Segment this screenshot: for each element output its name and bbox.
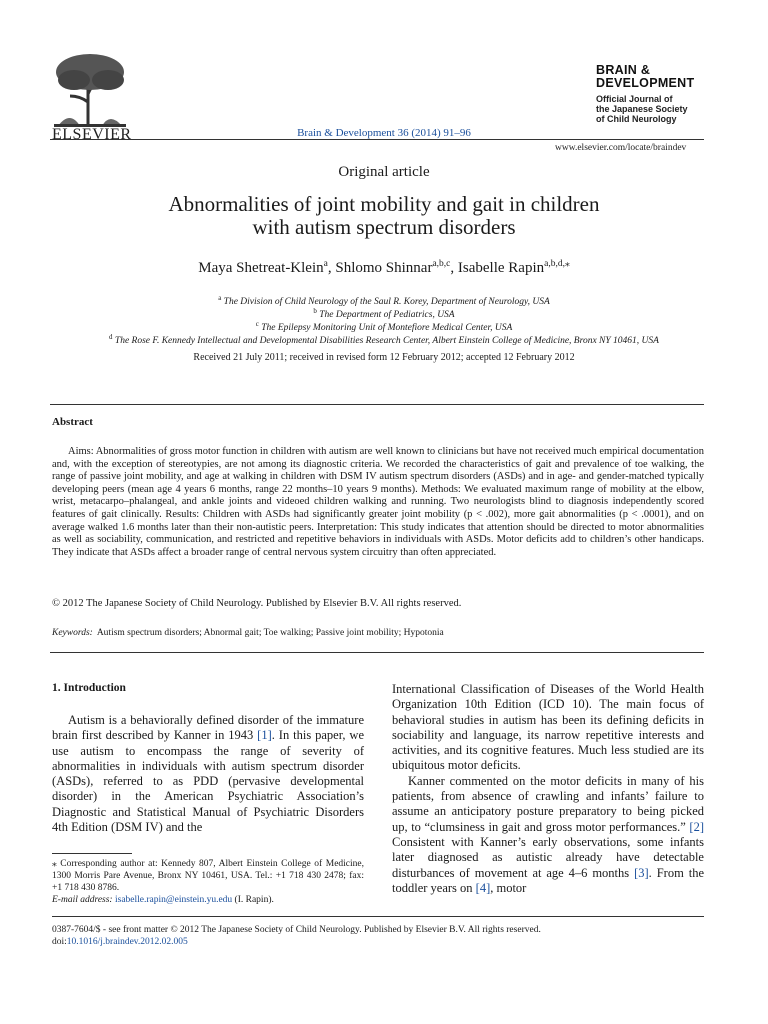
author-separator: ,	[327, 260, 336, 276]
footnote-text: ⁎ Corresponding author at: Kennedy 807, Albert Einstein College of Medicine, 1300 Morris Pare Avenue, Bronx NY 10461, USA. Tel.: +1 718 430 2478; fax: +1 718 430 8786.	[52, 859, 364, 893]
paragraph: International Classification of Diseases of the World Health Organization 10th Edition (ICD 10). The main focus of behavioral studies in autism has been its defining deficits in sociability and language, its narrow repetitive interests and activities, and its cognitive features. Much less studied are its ubiquitous motor deficits.	[392, 682, 704, 773]
affiliation-mark: d	[109, 333, 113, 341]
author-name: Maya Shetreat-Klein	[198, 260, 324, 276]
journal-logo-subtitle-2: the Japanese Society	[596, 104, 688, 114]
citation-link[interactable]: [4]	[475, 880, 491, 895]
affiliation-text: The Rose F. Kennedy Intellectual and Developmental Disabilities Research Center, Albert Einstein College of Medicine, Bronx NY 10461, USA	[114, 336, 659, 347]
abstract-top-divider	[50, 404, 704, 405]
affiliation-text: The Department of Pediatrics, USA	[319, 310, 455, 321]
journal-reference[interactable]: Brain & Development 36 (2014) 91–96	[297, 127, 471, 139]
frontmatter-divider	[52, 916, 704, 917]
publisher-name: ELSEVIER	[52, 126, 132, 143]
paragraph-text: Consistent with Kanner’s early observations, some infants later diagnosed as autistic already have detectable disturbances of movement at age 4–6 months	[392, 834, 704, 880]
abstract-bottom-divider	[50, 652, 704, 653]
citation-link[interactable]: [2]	[689, 819, 704, 834]
corresponding-author-mark[interactable]: ⁎	[564, 259, 570, 269]
journal-logo-subtitle-1: Official Journal of	[596, 94, 673, 104]
journal-url[interactable]: www.elsevier.com/locate/braindev	[555, 143, 687, 153]
article-title-line-2: with autism spectrum disorders	[252, 215, 516, 239]
abstract-text: Aims: Abnormalities of gross motor function in children with autism are well known to clinicians but have not received much empirical documentation and, with the exception of stereotypies, are not among its diagnostic criteria. We recorded the characteristics of gait and prevalence of toe walking, the range of passive joint mobility, and age at walking in children with DSM IV autism spectrum disorders (ASDs) and in age- and gender-matched typically developing peers (mean age 4 years 6 months, range 22 months–10 years 9 months). Methods: We evaluated maximum range of mobility at the elbow, wrist, metacarpo–phalangeal, and ankle joints and videoed children walking and running. Two neurologists blind to diagnosis independently scored features of gait clinically. Results: Children with ASDs had significantly greater joint mobility (p < .002), more gait abnormalities (p < .0001), and on average walked 1.6 months later than their non-autistic peers. Interpretation: This study indicates that attention should be directed to motor abnormalities as well as sociability, communication, and restricted and repetitive behaviors in individuals with ASDs. Motor deficits add to children’s other handicaps. They indicate that ASDs affect a broader range of central nervous system circuitry than often appreciated.	[52, 446, 704, 558]
abstract-copyright: © 2012 The Japanese Society of Child Neurology. Published by Elsevier B.V. All rights reserved.	[52, 598, 462, 609]
journal-logo-title-1: BRAIN &	[596, 63, 651, 77]
article-title-line-1: Abnormalities of joint mobility and gait in children	[168, 192, 600, 216]
paragraph-text: . From the toddler years on	[392, 865, 704, 895]
paragraph	[392, 774, 704, 896]
author-name: Shlomo Shinnar	[335, 260, 433, 276]
citation-link[interactable]: [1]	[257, 728, 272, 743]
received-dates: Received 21 July 2011; received in revised form 12 February 2012; accepted 12 February 2012	[193, 352, 575, 363]
citation-link[interactable]: [3]	[634, 865, 649, 880]
doi-line	[52, 936, 541, 948]
journal-logo	[596, 64, 706, 124]
affiliation-text: The Epilepsy Monitoring Unit of Montefiore Medical Center, USA	[261, 323, 513, 334]
header-divider	[50, 139, 704, 140]
paragraph-text: Autism is a behaviorally defined disorder of the immature brain first described by Kanner in 1943	[52, 713, 364, 743]
keywords-list: Autism spectrum disorders; Abnormal gait; Toe walking; Passive joint mobility; Hypotonia	[96, 628, 444, 638]
footnote-email-line	[52, 894, 364, 906]
article-title	[60, 193, 708, 239]
footnote-divider	[52, 853, 132, 854]
journal-logo-subtitle-3: of Child Neurology	[596, 114, 677, 124]
front-matter-text: 0387-7604/$ - see front matter © 2012 The Japanese Society of Child Neurology. Published by Elsevier B.V. All rights reserved.	[52, 925, 541, 935]
affiliation-d	[30, 331, 738, 347]
elsevier-tree-logo	[50, 50, 130, 128]
affiliation-mark: c	[255, 320, 259, 328]
affiliation-mark: b	[313, 307, 317, 315]
doi-label: doi:	[52, 937, 67, 947]
journal-logo-title-2: DEVELOPMENT	[596, 76, 695, 90]
left-column	[52, 713, 364, 835]
author-affil-mark[interactable]: a,b,c	[432, 259, 451, 269]
paragraph-text: Kanner commented on the motor deficits in many of his patients, from absence of crawling and infants’ failure to assume an anticipatory posture preparatory to being picked up, to “clumsiness in gait and gross motor performances.”	[392, 773, 704, 834]
affiliation-mark: a	[218, 294, 222, 302]
author-affil-mark[interactable]: a	[323, 259, 328, 269]
section-heading: 1. Introduction	[52, 682, 126, 694]
paragraph	[52, 713, 364, 835]
corresponding-author-footnote	[52, 858, 364, 906]
front-matter	[52, 924, 541, 948]
article-type: Original article	[338, 164, 430, 180]
author-affil-mark[interactable]	[544, 259, 570, 269]
email-suffix: (I. Rapin).	[232, 895, 274, 905]
paragraph-text: . In this paper, we use autism to encompass the range of severity of abnormalities in individuals with autism spectrum disorder (ASDs), referred to as PDD (pervasive developmental disorder) in the American Psychiatric Association’s Diagnostic and Statistical Manual of Psychiatric Disorders 4th Edition (DSM IV) and the	[52, 728, 364, 835]
author-separator: ,	[450, 260, 458, 276]
keywords	[52, 628, 444, 638]
author-affil-mark-text: a,b,d,	[544, 259, 565, 269]
doi-link[interactable]: 10.1016/j.braindev.2012.02.005	[66, 937, 188, 947]
keywords-label: Keywords:	[52, 628, 93, 638]
email-label: E-mail address:	[52, 895, 113, 905]
author-name: Isabelle Rapin	[457, 260, 545, 276]
paragraph-text: , motor	[490, 880, 527, 895]
affiliation-text: The Division of Child Neurology of the Saul R. Korey, Department of Neurology, USA	[223, 297, 550, 308]
abstract-heading: Abstract	[52, 416, 93, 428]
email-link[interactable]: isabelle.rapin@einstein.yu.edu	[114, 895, 233, 905]
author-list	[0, 258, 768, 277]
right-column	[392, 682, 704, 896]
